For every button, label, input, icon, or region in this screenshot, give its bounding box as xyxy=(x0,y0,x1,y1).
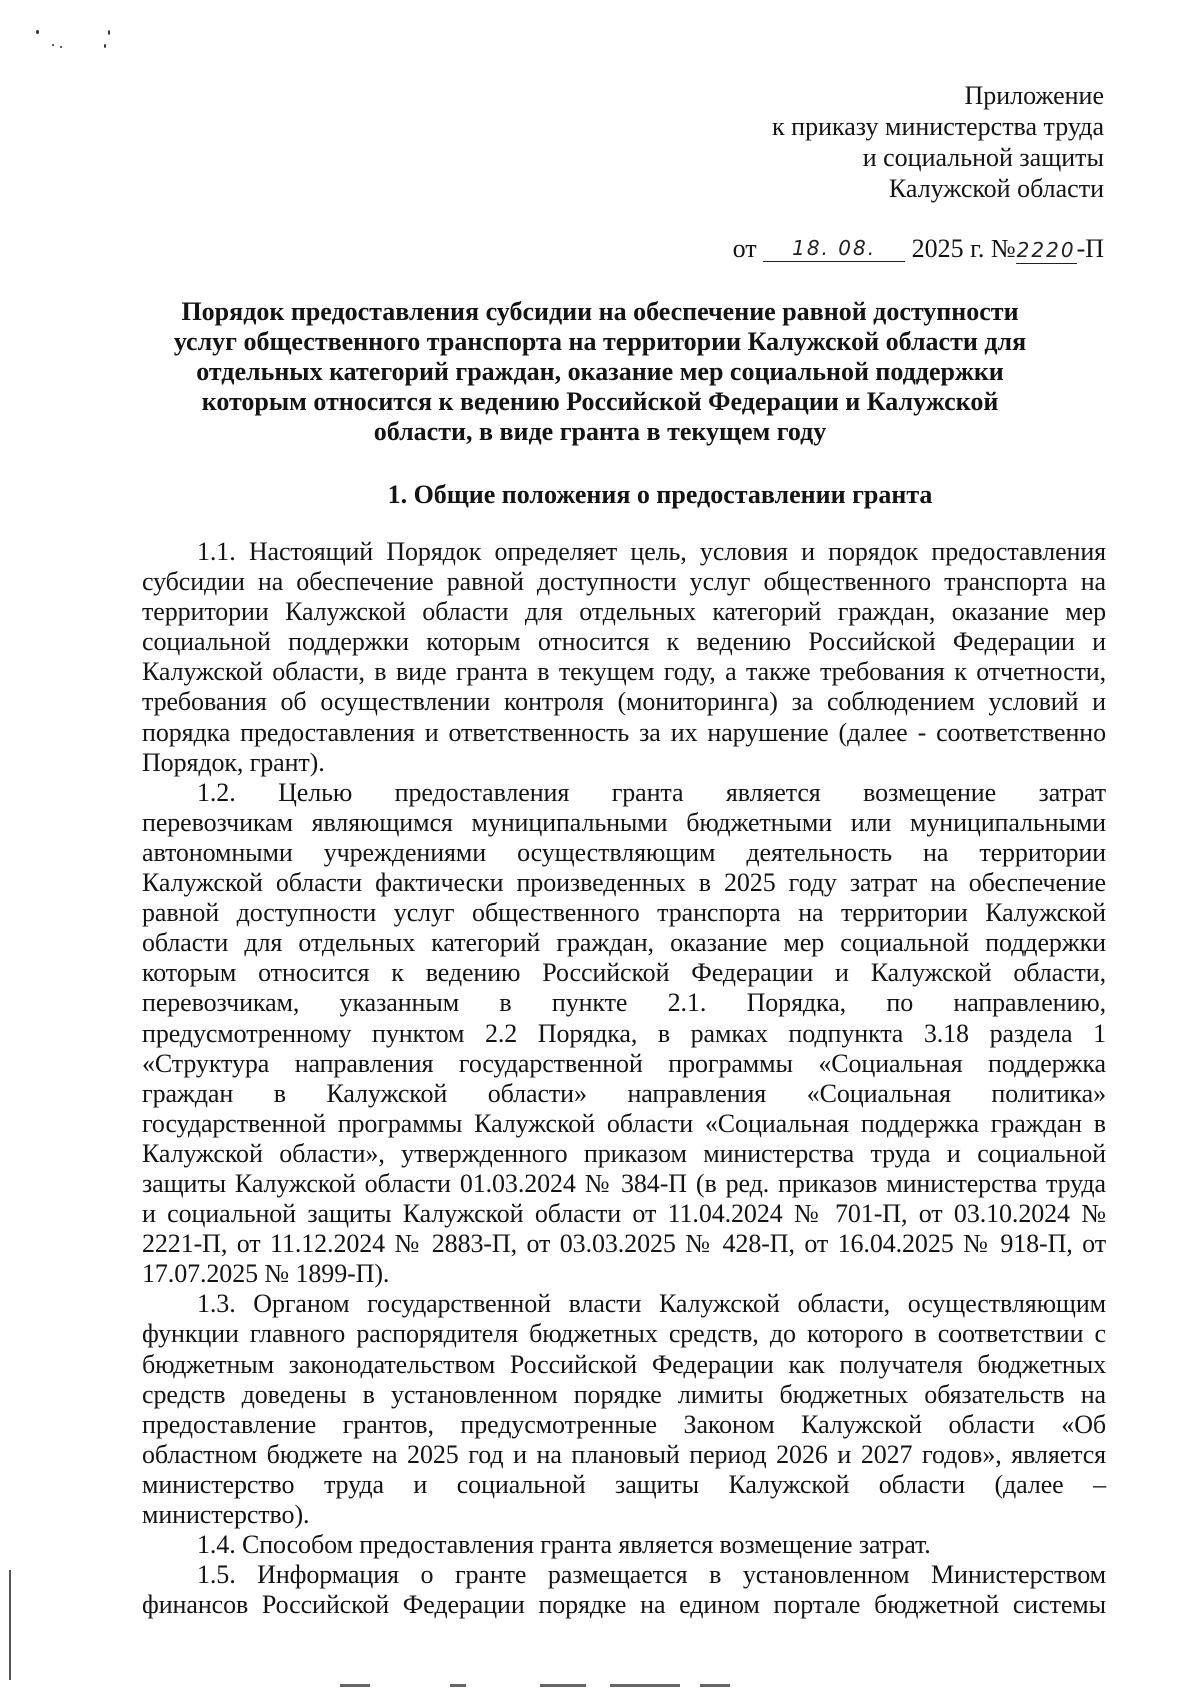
title-line: услуг общественного транспорта на территории Калужской области для xyxy=(173,327,1027,356)
order-date-field xyxy=(763,234,905,262)
order-prefix: от xyxy=(732,234,757,263)
text-line: 2221-П, от 11.12.2024 № 2883-П, от 03.03.2025 № 428-П, от 16.04.2025 № 918-П, от xyxy=(142,1229,1106,1259)
scan-speck xyxy=(60,46,62,48)
scan-margin-line xyxy=(9,1570,11,1680)
title-line: области, в виде гранта в текущем году xyxy=(373,417,827,446)
section-heading: 1. Общие положения о предоставлении гранта xyxy=(387,480,933,509)
text-line: министерство труда и социальной защиты Калужской области (далее – xyxy=(142,1469,1106,1499)
text-line: 1.5. Информация о гранте размещается в установленном Министерством xyxy=(197,1560,1106,1590)
text-line: субсидии на обеспечение равной доступности услуг общественного транспорта на xyxy=(142,567,1106,597)
text-line: предоставление грантов, предусмотренные Законом Калужской области «Об xyxy=(142,1409,1106,1439)
title-line: Порядок предоставления субсидии на обеспечение равной доступности xyxy=(181,297,1019,326)
text-line: которым относится к ведению Российской Федерации и Калужской области, xyxy=(142,958,1106,988)
handwritten-number: 2220 xyxy=(1016,238,1076,262)
handwritten-date: 18. 08. xyxy=(792,236,877,260)
text-line: функции главного распорядителя бюджетных средств, до которого в соответствии с xyxy=(142,1319,1106,1349)
title-line: которым относится к ведению Российской Федерации и Калужской xyxy=(201,387,999,416)
text-line: бюджетным законодательством Российской Федерации как получателя бюджетных xyxy=(142,1349,1106,1379)
text-line: равной доступности услуг общественного транспорта на территории Калужской xyxy=(142,898,1106,928)
text-line: Калужской области, в виде гранта в текущем году, а также требования к отчетности, xyxy=(142,657,1106,687)
text-line: и социальной защиты Калужской области от 11.04.2024 № 701-П, от 03.10.2024 № xyxy=(142,1199,1106,1229)
appendix-title: Приложение xyxy=(964,81,1104,110)
scan-speck xyxy=(36,30,39,34)
text-line: граждан в Калужской области» направления «Социальная политика» xyxy=(142,1078,1106,1108)
scan-bottom-mark xyxy=(450,1684,466,1687)
appendix-header xyxy=(772,80,1104,204)
text-line: «Структура направления государственной программы «Социальная поддержка xyxy=(142,1048,1106,1078)
text-line: Калужской области фактически произведенных в 2025 году затрат на обеспечение xyxy=(142,868,1106,898)
appendix-line: и социальной защиты xyxy=(862,143,1104,172)
order-year: 2025 г. № xyxy=(911,234,1016,263)
text-line: министерство). xyxy=(142,1500,310,1529)
text-line: защиты Калужской области 01.03.2024 № 384-П (в ред. приказов министерства труда xyxy=(142,1168,1106,1198)
order-reference xyxy=(733,233,1104,264)
text-line: требования об осуществлении контроля (мониторинга) за соблюдением условий и xyxy=(142,687,1106,717)
appendix-line: Калужской области xyxy=(888,174,1104,203)
text-line: предусмотренному пунктом 2.2 Порядка, в рамках подпункта 3.18 раздела 1 xyxy=(142,1018,1106,1048)
text-line: территории Калужской области для отдельных категорий граждан, оказание мер xyxy=(142,597,1106,627)
scan-bottom-mark xyxy=(700,1684,730,1687)
text-line: социальной поддержки которым относится к ведению Российской Федерации и xyxy=(142,627,1106,657)
text-line: Калужской области», утвержденного приказом министерства труда и социальной xyxy=(142,1138,1106,1168)
text-line: 1.1. Настоящий Порядок определяет цель, условия и порядок предоставления xyxy=(197,537,1106,566)
text-line: порядка предоставления и ответственность за их нарушение (далее - соответственно xyxy=(142,717,1106,747)
scan-speck xyxy=(104,44,106,48)
text-line: финансов Российской Федерации порядке на едином портале бюджетной системы xyxy=(142,1590,1106,1620)
scan-bottom-mark xyxy=(540,1684,586,1687)
text-line: областном бюджете на 2025 год и на плановый период 2026 и 2027 годов», является xyxy=(142,1439,1106,1469)
scan-speck xyxy=(52,44,54,46)
text-line: Порядок, грант). xyxy=(142,747,325,777)
text-line: автономными учреждениями осуществляющим деятельность на территории xyxy=(142,837,1106,867)
text-line: области для отдельных категорий граждан, оказание мер социальной поддержки xyxy=(142,928,1106,958)
text-line: средств доведены в установленном порядке лимиты бюджетных обязательств на xyxy=(142,1379,1106,1409)
text-line: 1.4. Способом предоставления гранта является возмещение затрат. xyxy=(197,1530,931,1560)
scan-bottom-mark xyxy=(610,1684,680,1687)
text-line: перевозчикам являющимся муниципальными бюджетными или муниципальными xyxy=(142,807,1106,837)
text-line: 1.2. Целью предоставления гранта является возмещение затрат xyxy=(197,777,1106,807)
scan-bottom-mark xyxy=(340,1684,370,1687)
text-line: государственной программы Калужской области «Социальная поддержка граждан в xyxy=(142,1108,1106,1138)
appendix-line: к приказу министерства труда xyxy=(772,112,1104,141)
body-text xyxy=(142,537,1106,1620)
scan-speck xyxy=(108,30,110,35)
document-title xyxy=(150,297,1050,447)
order-number-field xyxy=(1016,236,1077,264)
text-line: 1.3. Органом государственной власти Калужской области, осуществляющим xyxy=(197,1289,1106,1319)
text-line: 17.07.2025 № 1899-П). xyxy=(142,1259,390,1289)
title-line: отдельных категорий граждан, оказание мер социальной поддержки xyxy=(196,357,1004,386)
text-line: перевозчикам, указанным в пункте 2.1. Порядка, по направлению, xyxy=(142,988,1106,1018)
order-suffix: -П xyxy=(1076,234,1104,263)
